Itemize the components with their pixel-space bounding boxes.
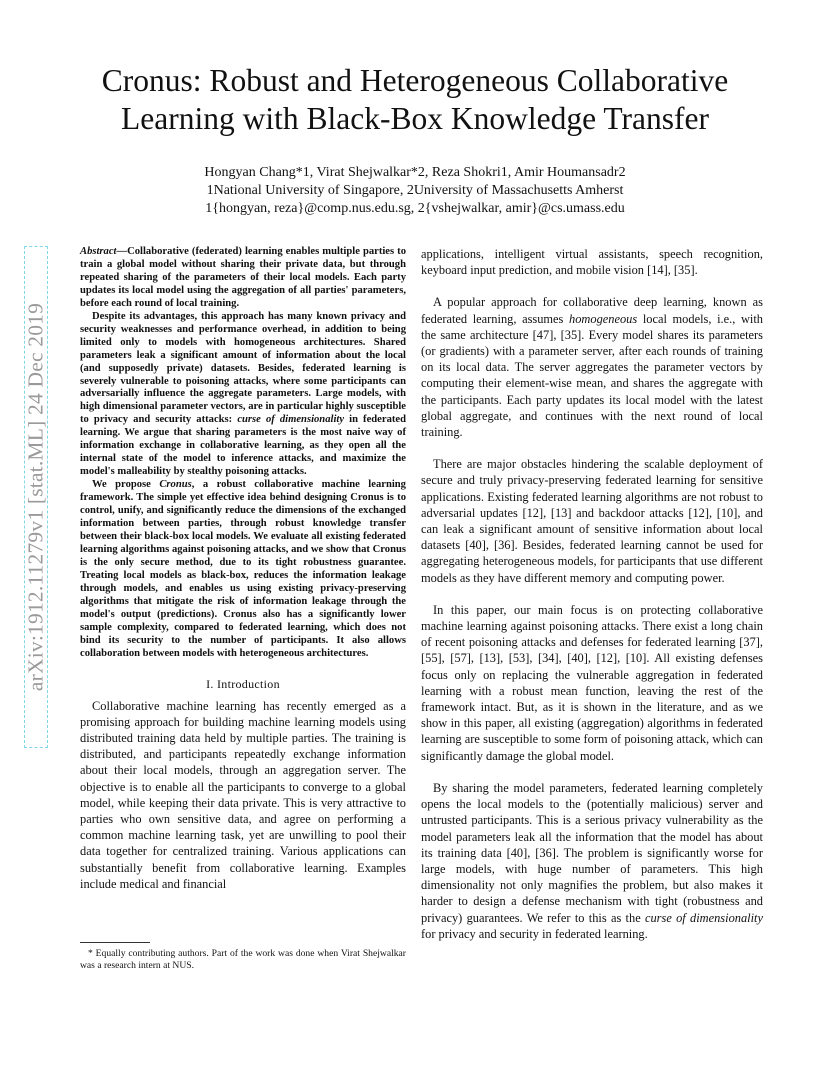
affiliations: 1National University of Singapore, 2University of Massachusetts Amherst bbox=[206, 183, 624, 198]
body-paragraph-main-focus: In this paper, our main focus is on protecting collaborative machine learning against poisoning attacks. There exist a long chain of recent poisoning attacks and defenses for federated learning [37], [55], [57], [13], [53], [34], [40], [12], [10]. All existing defenses focus only on replacing the vulnerable aggregation in federated learning with a robust mean function, leaving the rest of the framework intact. But, as it is shown in the literature, and as we show in this paper, all existing (aggregation) algorithms in federated learning are susceptible to some form of poisoning attack, which can significantly damage the global model. bbox=[421, 602, 763, 763]
author-list: Hongyan Chang*1, Virat Shejwalkar*2, Reza Shokri1, Amir Houmansadr2 bbox=[204, 165, 626, 180]
footnote: * Equally contributing authors. Part of the work was done when Virat Shejwalkar was a research intern at NUS. bbox=[80, 948, 406, 971]
author-emails: 1{hongyan, reza}@comp.nus.edu.sg, 2{vshejwalkar, amir}@cs.umass.edu bbox=[205, 201, 625, 216]
right-column bbox=[421, 246, 763, 958]
paper-title: Cronus: Robust and Heterogeneous Collaborative Learning with Black-Box Knowledge Transfer bbox=[101, 63, 729, 136]
arxiv-identifier: arXiv:1912.11279v1 [stat.ML] 24 Dec 2019 bbox=[23, 302, 48, 692]
left-column bbox=[80, 246, 406, 892]
abstract-label: Abstract bbox=[80, 246, 117, 257]
body-paragraph-federated-learning: A popular approach for collaborative deep learning, known as federated learning, assumes homogeneous local models, i.e., with the same architecture [47], [35]. Every model shares its parameters (or gradients) with a parameter server, after each rounds of training on its local data. The server aggregates the parameter vectors by computing their element-wise mean, and shares the aggregate with the participants. Each party updates its local model with the latest global aggregate, and continues with the next round of local training. bbox=[421, 295, 764, 440]
abstract-paragraph-2: Despite its advantages, this approach has many known privacy and security weaknesses and performance overhead, in addition to being limited only to models with homogeneous architectures. Shared parameters leak a significant amount of information about the local (and supposedly private) datasets. Besides, federated learning is severely vulnerable to poisoning attacks, where some participants can adversarially influence the aggregate parameters. Large models, with high dimensional parameter vectors, are in particular highly susceptible to privacy and security attacks: curse of dimensionality in federated learning. We argue that sharing parameters is the most naive way of information exchange in collaborative learning, as they open all the internal state of the model to inference attacks, and maximize the model's malleability by stealthy poisoning attacks. bbox=[80, 310, 407, 478]
abstract-paragraph-1: Abstract—Collaborative (federated) learning enables multiple parties to train a global model without sharing their private data, but through repeated sharing of the parameters of their local models. Each party updates its local model using the aggregation of all parties' parameters, before each round of local training. bbox=[80, 246, 406, 309]
abstract bbox=[80, 246, 406, 661]
arxiv-side-stamp bbox=[24, 246, 48, 748]
introduction-paragraph: Collaborative machine learning has recently emerged as a promising approach for building machine learning models using distributed training data held by multiple parties. The training is distributed, and participants repeatedly exchange information about their local models, through an aggregation server. The objective is to enable all the participants to converge to a global model, while keeping their data private. This is very attractive to parties who own sensitive data, and agree on performing a common machine learning task, yet are unwilling to pool their data together for centralized training. Various applications can substantially benefit from collaborative learning. Examples include medical and financial bbox=[80, 698, 406, 891]
body-paragraph-privacy: By sharing the model parameters, federated learning completely opens the local models to the (potentially malicious) server and untrusted participants. This is a serious privacy vulnerability as the model parameters leak all the information that the model has about its training data [40], [36]. The problem is significantly worse for large models, with huge number of parameters. This high dimensionality not only magnifies the problem, but also makes it harder to design a defense mechanism with tight (robustness and privacy) guarantees. We refer to this as the curse of dimensionality for privacy and security in federated learning. bbox=[421, 780, 763, 941]
section-heading-introduction: I. Introduction bbox=[206, 676, 280, 691]
footnote-rule bbox=[80, 942, 150, 943]
body-paragraph-continued: applications, intelligent virtual assistants, speech recognition, keyboard input prediction, and mobile vision [14], [35]. bbox=[421, 247, 763, 278]
abstract-paragraph-3: We propose Cronus, a robust collaborative machine learning framework. The simple yet effective idea behind designing Cronus is to control, unify, and significantly reduce the dimensions of the exchanged information between parties, through robust knowledge transfer between their black-box local models. We evaluate all existing federated learning algorithms against poisoning attacks, and we show that Cronus is the only secure method, due to its tight robustness guarantee. Treating local models as black-box, reduces the information leakage through models, and enables us using existing privacy-preserving algorithms that mitigate the risk of information leakage through the model's output (predictions). Cronus also has a significantly lower sample complexity, compared to federated learning, which does not bind its security to the number of participants. It also allows collaboration between models with heterogeneous architectures. bbox=[80, 479, 406, 659]
body-paragraph-obstacles: There are major obstacles hindering the scalable deployment of secure and truly privacy-preserving federated learning for sensitive applications. Existing federated learning algorithms are not robust to adversarial updates [12], [13] and backdoor attacks [12], [10], and can leak a significant amount of sensitive information about local datasets [40], [36]. Besides, federated learning cannot be used for aggregating heterogeneous models, for participants that use different models as they have different memory and computing power. bbox=[421, 457, 763, 585]
